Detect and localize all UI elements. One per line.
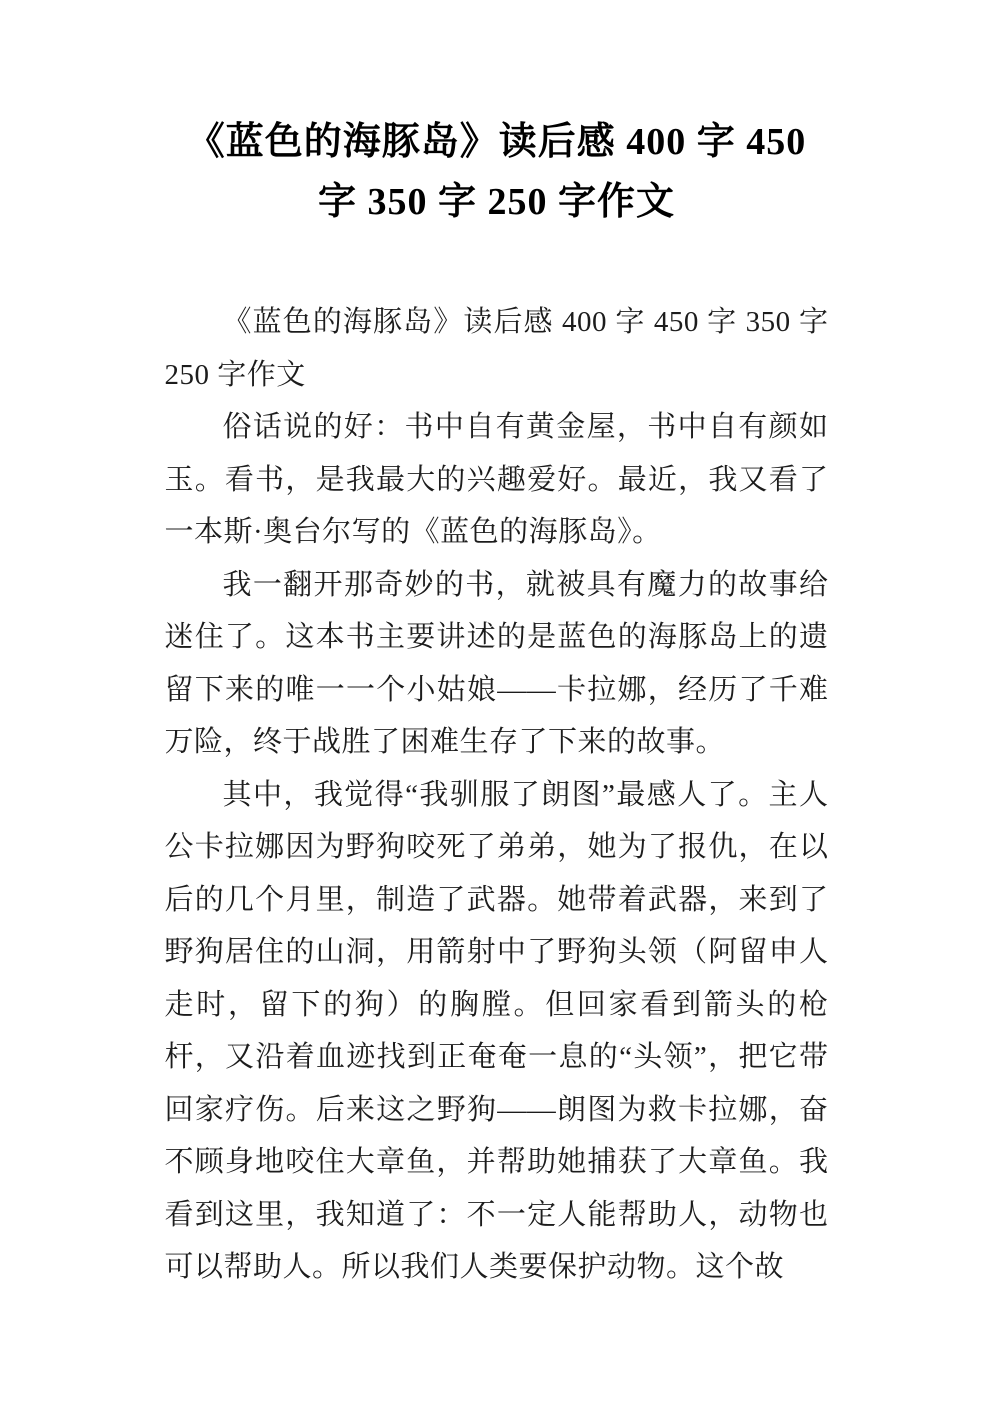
- document-content: [165, 0, 829, 1294]
- document-body: [165, 296, 829, 1294]
- paragraph: 其中，我觉得“我驯服了朗图”最感人了。主人公卡拉娜因为野狗咬死了弟弟，她为了报仇，在以后的几个月里，制造了武器。她带着武器，来到了野狗居住的山洞，用箭射中了野狗头领（阿留申人走时，留下的狗）的胸膛。但回家看到箭头的枪杆，又沿着血迹找到正奄奄一息的“头领”，把它带回家疗伤。后来这之野狗——朗图为救卡拉娜，奋不顾身地咬住大章鱼，并帮助她捕获了大章鱼。我看到这里，我知道了：不一定人能帮助人，动物也可以帮助人。所以我们人类要保护动物。这个故: [164, 778, 829, 1283]
- page-title-line-2: 字 350 字 250 字作文: [317, 181, 675, 223]
- paragraph: 俗话说的好：书中自有黄金屋，书中自有颜如玉。看书，是我最大的兴趣爱好。最近，我又看了一本斯·奥台尔写的《蓝色的海豚岛》。: [164, 411, 829, 548]
- paragraph: 《蓝色的海豚岛》读后感 400 字 450 字 350 字 250 字作文: [164, 306, 829, 391]
- page-title: [165, 112, 829, 232]
- page-title-line-1: 《蓝色的海豚岛》读后感 400 字 450: [186, 121, 807, 163]
- paragraph: 我一翻开那奇妙的书，就被具有魔力的故事给迷住了。这本书主要讲述的是蓝色的海豚岛上的遗留下来的唯一一个小姑娘——卡拉娜，经历了千难万险，终于战胜了困难生存了下来的故事。: [164, 568, 829, 758]
